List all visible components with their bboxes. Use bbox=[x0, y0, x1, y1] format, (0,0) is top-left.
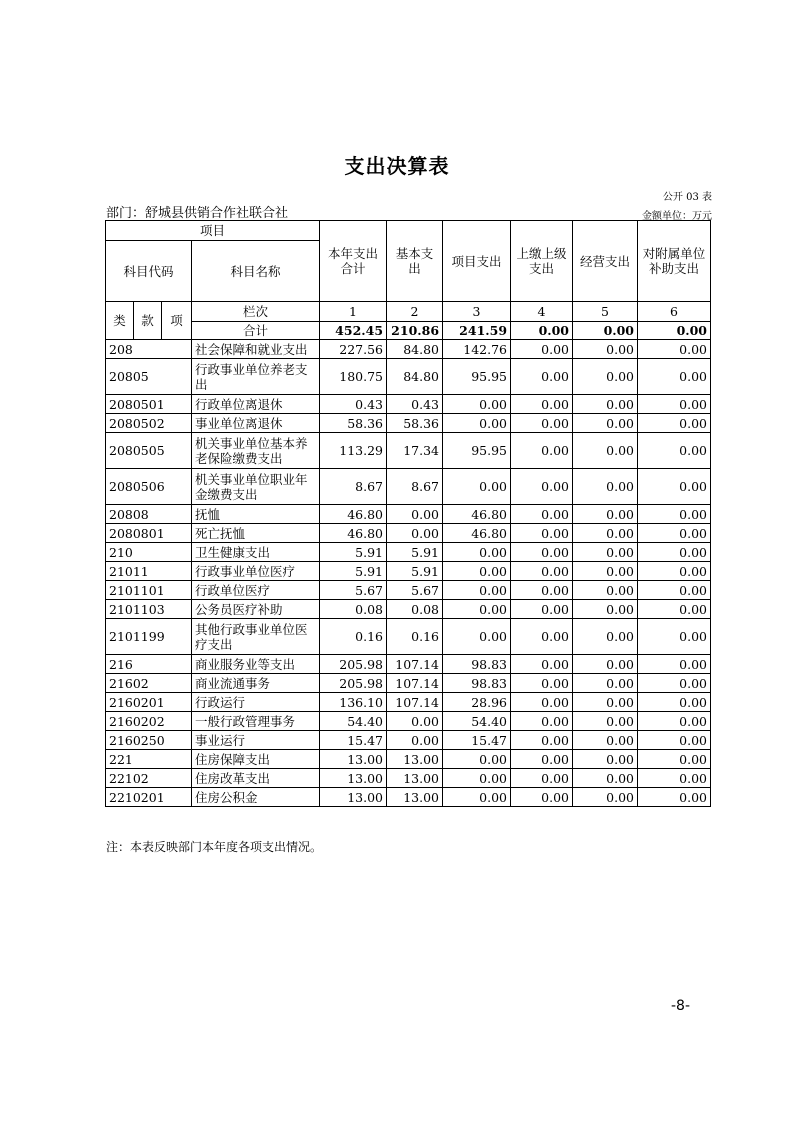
header-idx-2: 2 bbox=[387, 302, 443, 322]
row-v2: 84.80 bbox=[387, 359, 443, 395]
row-v6: 0.00 bbox=[638, 469, 711, 505]
row-v3: 0.00 bbox=[443, 600, 511, 619]
row-v3: 95.95 bbox=[443, 359, 511, 395]
header-col-upper: 上缴上级支出 bbox=[511, 221, 573, 302]
header-kuan: 款 bbox=[134, 302, 162, 340]
row-v1: 5.91 bbox=[320, 543, 387, 562]
total-v5: 0.00 bbox=[573, 322, 638, 340]
header-lei: 类 bbox=[106, 302, 134, 340]
table-body bbox=[106, 221, 711, 807]
row-v5: 0.00 bbox=[573, 693, 638, 712]
row-code: 2080801 bbox=[106, 524, 192, 543]
row-v1: 113.29 bbox=[320, 433, 387, 469]
table-row bbox=[106, 750, 711, 769]
row-v1: 15.47 bbox=[320, 731, 387, 750]
total-v2: 210.86 bbox=[387, 322, 443, 340]
row-name: 商业服务业等支出 bbox=[192, 655, 320, 674]
row-v5: 0.00 bbox=[573, 674, 638, 693]
row-v2: 17.34 bbox=[387, 433, 443, 469]
row-v5: 0.00 bbox=[573, 655, 638, 674]
row-v3: 98.83 bbox=[443, 674, 511, 693]
row-code: 21602 bbox=[106, 674, 192, 693]
row-v5: 0.00 bbox=[573, 543, 638, 562]
row-v1: 5.67 bbox=[320, 581, 387, 600]
row-v4: 0.00 bbox=[511, 712, 573, 731]
row-v5: 0.00 bbox=[573, 769, 638, 788]
row-code: 2160250 bbox=[106, 731, 192, 750]
row-v4: 0.00 bbox=[511, 619, 573, 655]
row-v2: 13.00 bbox=[387, 750, 443, 769]
row-name: 社会保障和就业支出 bbox=[192, 340, 320, 359]
table-row bbox=[106, 731, 711, 750]
header-col-total: 本年支出合计 bbox=[320, 221, 387, 302]
row-v6: 0.00 bbox=[638, 395, 711, 414]
row-code: 2101101 bbox=[106, 581, 192, 600]
row-code: 2210201 bbox=[106, 788, 192, 807]
row-v3: 0.00 bbox=[443, 543, 511, 562]
row-v6: 0.00 bbox=[638, 581, 711, 600]
row-v5: 0.00 bbox=[573, 395, 638, 414]
row-name: 行政事业单位医疗 bbox=[192, 562, 320, 581]
row-v4: 0.00 bbox=[511, 674, 573, 693]
row-v2: 0.16 bbox=[387, 619, 443, 655]
row-v1: 46.80 bbox=[320, 505, 387, 524]
row-v5: 0.00 bbox=[573, 414, 638, 433]
row-name: 行政事业单位养老支出 bbox=[192, 359, 320, 395]
row-name: 其他行政事业单位医疗支出 bbox=[192, 619, 320, 655]
row-name: 商业流通事务 bbox=[192, 674, 320, 693]
row-v4: 0.00 bbox=[511, 433, 573, 469]
row-code: 221 bbox=[106, 750, 192, 769]
row-v3: 46.80 bbox=[443, 524, 511, 543]
row-v5: 0.00 bbox=[573, 505, 638, 524]
row-v6: 0.00 bbox=[638, 750, 711, 769]
row-v3: 46.80 bbox=[443, 505, 511, 524]
header-idx-6: 6 bbox=[638, 302, 711, 322]
row-name: 行政单位离退休 bbox=[192, 395, 320, 414]
row-v3: 0.00 bbox=[443, 395, 511, 414]
row-code: 2080505 bbox=[106, 433, 192, 469]
row-v1: 205.98 bbox=[320, 674, 387, 693]
row-code: 2160201 bbox=[106, 693, 192, 712]
row-v4: 0.00 bbox=[511, 562, 573, 581]
row-v5: 0.00 bbox=[573, 712, 638, 731]
header-row-project bbox=[106, 221, 711, 241]
row-v1: 13.00 bbox=[320, 769, 387, 788]
row-v2: 84.80 bbox=[387, 340, 443, 359]
row-name: 卫生健康支出 bbox=[192, 543, 320, 562]
row-v2: 0.00 bbox=[387, 505, 443, 524]
row-v5: 0.00 bbox=[573, 359, 638, 395]
table-row bbox=[106, 340, 711, 359]
table-row bbox=[106, 414, 711, 433]
header-idx-5: 5 bbox=[573, 302, 638, 322]
row-v1: 13.00 bbox=[320, 788, 387, 807]
row-v2: 0.08 bbox=[387, 600, 443, 619]
row-code: 2101103 bbox=[106, 600, 192, 619]
row-v2: 8.67 bbox=[387, 469, 443, 505]
total-row bbox=[106, 322, 711, 340]
row-name: 公务员医疗补助 bbox=[192, 600, 320, 619]
row-v1: 0.08 bbox=[320, 600, 387, 619]
row-v4: 0.00 bbox=[511, 505, 573, 524]
row-v5: 0.00 bbox=[573, 731, 638, 750]
header-col-basic: 基本支出 bbox=[387, 221, 443, 302]
row-name: 机关事业单位基本养老保险缴费支出 bbox=[192, 433, 320, 469]
total-v3: 241.59 bbox=[443, 322, 511, 340]
row-code: 216 bbox=[106, 655, 192, 674]
unit-label: 金额单位：万元 bbox=[642, 211, 712, 222]
row-v5: 0.00 bbox=[573, 524, 638, 543]
row-v1: 180.75 bbox=[320, 359, 387, 395]
row-v6: 0.00 bbox=[638, 693, 711, 712]
row-name: 抚恤 bbox=[192, 505, 320, 524]
header-project: 项目 bbox=[106, 221, 320, 241]
row-v1: 58.36 bbox=[320, 414, 387, 433]
row-v1: 46.80 bbox=[320, 524, 387, 543]
row-name: 住房保障支出 bbox=[192, 750, 320, 769]
row-v6: 0.00 bbox=[638, 433, 711, 469]
row-v3: 0.00 bbox=[443, 788, 511, 807]
row-v5: 0.00 bbox=[573, 433, 638, 469]
row-v3: 0.00 bbox=[443, 750, 511, 769]
row-v2: 5.67 bbox=[387, 581, 443, 600]
row-v2: 0.00 bbox=[387, 712, 443, 731]
row-v4: 0.00 bbox=[511, 581, 573, 600]
row-name: 事业运行 bbox=[192, 731, 320, 750]
row-v6: 0.00 bbox=[638, 562, 711, 581]
row-v5: 0.00 bbox=[573, 562, 638, 581]
row-v4: 0.00 bbox=[511, 340, 573, 359]
row-v6: 0.00 bbox=[638, 505, 711, 524]
table-row bbox=[106, 469, 711, 505]
row-name: 住房公积金 bbox=[192, 788, 320, 807]
row-v1: 227.56 bbox=[320, 340, 387, 359]
total-v6: 0.00 bbox=[638, 322, 711, 340]
page-number: -8- bbox=[670, 998, 690, 1014]
row-v3: 0.00 bbox=[443, 581, 511, 600]
row-v6: 0.00 bbox=[638, 359, 711, 395]
total-v4: 0.00 bbox=[511, 322, 573, 340]
row-v6: 0.00 bbox=[638, 414, 711, 433]
row-v4: 0.00 bbox=[511, 395, 573, 414]
row-code: 2080506 bbox=[106, 469, 192, 505]
form-number: 公开 03 表 bbox=[662, 192, 712, 203]
table-row bbox=[106, 433, 711, 469]
row-v6: 0.00 bbox=[638, 600, 711, 619]
row-v2: 107.14 bbox=[387, 674, 443, 693]
header-idx-4: 4 bbox=[511, 302, 573, 322]
header-col-project: 项目支出 bbox=[443, 221, 511, 302]
row-v3: 98.83 bbox=[443, 655, 511, 674]
row-v5: 0.00 bbox=[573, 600, 638, 619]
row-v3: 142.76 bbox=[443, 340, 511, 359]
expenditure-table bbox=[105, 220, 711, 807]
row-v4: 0.00 bbox=[511, 600, 573, 619]
row-v4: 0.00 bbox=[511, 524, 573, 543]
header-col-business: 经营支出 bbox=[573, 221, 638, 302]
row-v3: 0.00 bbox=[443, 562, 511, 581]
table-row bbox=[106, 524, 711, 543]
row-v6: 0.00 bbox=[638, 788, 711, 807]
header-col-subsidy: 对附属单位补助支出 bbox=[638, 221, 711, 302]
row-v6: 0.00 bbox=[638, 524, 711, 543]
header-xiang: 项 bbox=[162, 302, 192, 340]
table-row bbox=[106, 600, 711, 619]
row-code: 2101199 bbox=[106, 619, 192, 655]
row-v3: 0.00 bbox=[443, 414, 511, 433]
row-code: 20805 bbox=[106, 359, 192, 395]
row-v3: 0.00 bbox=[443, 469, 511, 505]
row-name: 住房改革支出 bbox=[192, 769, 320, 788]
row-v5: 0.00 bbox=[573, 340, 638, 359]
row-v3: 0.00 bbox=[443, 619, 511, 655]
table-row bbox=[106, 788, 711, 807]
row-v1: 205.98 bbox=[320, 655, 387, 674]
row-v4: 0.00 bbox=[511, 750, 573, 769]
row-v6: 0.00 bbox=[638, 619, 711, 655]
header-subject-name: 科目名称 bbox=[192, 241, 320, 302]
row-v2: 13.00 bbox=[387, 769, 443, 788]
row-v2: 13.00 bbox=[387, 788, 443, 807]
row-v3: 95.95 bbox=[443, 433, 511, 469]
row-v2: 107.14 bbox=[387, 655, 443, 674]
row-code: 210 bbox=[106, 543, 192, 562]
table-row bbox=[106, 674, 711, 693]
table-note: 注：本表反映部门本年度各项支出情况。 bbox=[106, 840, 323, 854]
row-v6: 0.00 bbox=[638, 731, 711, 750]
department-label: 部门：舒城县供销合作社联合社 bbox=[106, 206, 289, 221]
row-code: 208 bbox=[106, 340, 192, 359]
row-name: 机关事业单位职业年金缴费支出 bbox=[192, 469, 320, 505]
row-v2: 0.43 bbox=[387, 395, 443, 414]
row-v5: 0.00 bbox=[573, 750, 638, 769]
row-v2: 58.36 bbox=[387, 414, 443, 433]
row-name: 行政单位医疗 bbox=[192, 581, 320, 600]
row-v6: 0.00 bbox=[638, 712, 711, 731]
row-v4: 0.00 bbox=[511, 414, 573, 433]
page-title: 支出决算表 bbox=[344, 154, 450, 178]
total-v1: 452.45 bbox=[320, 322, 387, 340]
row-v3: 54.40 bbox=[443, 712, 511, 731]
table-row bbox=[106, 543, 711, 562]
table-row bbox=[106, 359, 711, 395]
row-v5: 0.00 bbox=[573, 788, 638, 807]
row-v6: 0.00 bbox=[638, 655, 711, 674]
header-idx-1: 1 bbox=[320, 302, 387, 322]
row-v3: 28.96 bbox=[443, 693, 511, 712]
row-v1: 0.43 bbox=[320, 395, 387, 414]
row-v6: 0.00 bbox=[638, 340, 711, 359]
table-row bbox=[106, 693, 711, 712]
row-code: 2160202 bbox=[106, 712, 192, 731]
row-v1: 0.16 bbox=[320, 619, 387, 655]
row-v4: 0.00 bbox=[511, 655, 573, 674]
table-row bbox=[106, 562, 711, 581]
row-v4: 0.00 bbox=[511, 731, 573, 750]
row-v6: 0.00 bbox=[638, 674, 711, 693]
row-v1: 5.91 bbox=[320, 562, 387, 581]
row-v3: 15.47 bbox=[443, 731, 511, 750]
row-name: 死亡抚恤 bbox=[192, 524, 320, 543]
row-name: 事业单位离退休 bbox=[192, 414, 320, 433]
table-row bbox=[106, 712, 711, 731]
row-v2: 5.91 bbox=[387, 543, 443, 562]
row-code: 2080502 bbox=[106, 414, 192, 433]
row-v6: 0.00 bbox=[638, 543, 711, 562]
row-v2: 5.91 bbox=[387, 562, 443, 581]
row-v4: 0.00 bbox=[511, 769, 573, 788]
row-v5: 0.00 bbox=[573, 469, 638, 505]
row-v2: 0.00 bbox=[387, 524, 443, 543]
table-row bbox=[106, 505, 711, 524]
row-v4: 0.00 bbox=[511, 788, 573, 807]
header-idx-3: 3 bbox=[443, 302, 511, 322]
row-v4: 0.00 bbox=[511, 359, 573, 395]
row-code: 22102 bbox=[106, 769, 192, 788]
row-v2: 107.14 bbox=[387, 693, 443, 712]
row-v4: 0.00 bbox=[511, 693, 573, 712]
row-v1: 13.00 bbox=[320, 750, 387, 769]
row-v2: 0.00 bbox=[387, 731, 443, 750]
row-code: 2080501 bbox=[106, 395, 192, 414]
row-code: 21011 bbox=[106, 562, 192, 581]
table-row bbox=[106, 655, 711, 674]
row-v4: 0.00 bbox=[511, 469, 573, 505]
row-v6: 0.00 bbox=[638, 769, 711, 788]
table-row bbox=[106, 581, 711, 600]
header-row-index bbox=[106, 302, 711, 322]
row-v5: 0.00 bbox=[573, 619, 638, 655]
header-lanci: 栏次 bbox=[192, 302, 320, 322]
table-row bbox=[106, 395, 711, 414]
row-v1: 54.40 bbox=[320, 712, 387, 731]
row-name: 行政运行 bbox=[192, 693, 320, 712]
row-v4: 0.00 bbox=[511, 543, 573, 562]
row-v1: 136.10 bbox=[320, 693, 387, 712]
row-v1: 8.67 bbox=[320, 469, 387, 505]
row-name: 一般行政管理事务 bbox=[192, 712, 320, 731]
table-row bbox=[106, 769, 711, 788]
row-v5: 0.00 bbox=[573, 581, 638, 600]
header-subject-code: 科目代码 bbox=[106, 241, 192, 302]
row-v3: 0.00 bbox=[443, 769, 511, 788]
total-label: 合计 bbox=[192, 322, 320, 340]
table-row bbox=[106, 619, 711, 655]
row-code: 20808 bbox=[106, 505, 192, 524]
